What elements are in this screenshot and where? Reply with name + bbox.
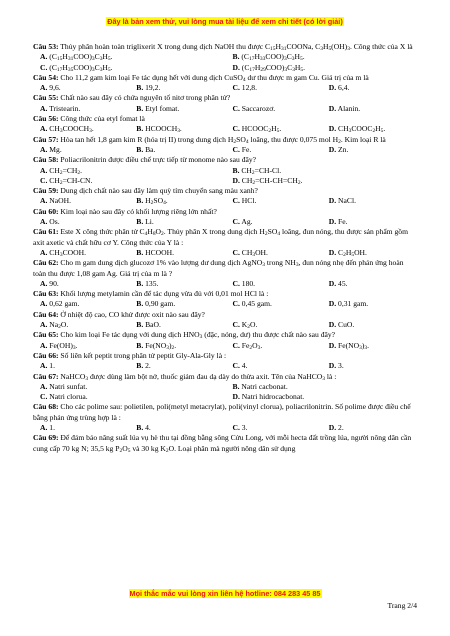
- question-stem: Cho 11,2 gam kim loại Fe tác dụng hết với dung dịch CuSO$_4$ dư thu được m gam Cu. Giá trị của m là: [58, 72, 369, 83]
- answer-options: [33, 320, 418, 330]
- question-label: Câu 65:: [33, 330, 59, 340]
- option-letter: B.: [136, 320, 144, 330]
- question-block: [33, 114, 418, 135]
- answer-option: [322, 361, 418, 371]
- option-letter: C.: [232, 103, 240, 113]
- answer-option: [226, 145, 322, 155]
- option-text: Ba.: [143, 144, 156, 154]
- answer-options: [33, 382, 418, 403]
- question-label: Câu 66:: [33, 350, 59, 360]
- option-letter: C.: [232, 196, 240, 206]
- question-text: [33, 402, 418, 423]
- option-letter: A.: [40, 422, 48, 432]
- option-letter: C.: [232, 299, 240, 309]
- question-stem: Hòa tan hết 1,8 gam kim R (hóa trị II) trong dung dịch $H_2SO_4$ loãng, thu được 0,075 mol $H_2$. Kim loại R là: [58, 134, 386, 145]
- option-letter: A.: [40, 217, 48, 227]
- answer-option: [226, 196, 322, 206]
- option-letter: C.: [232, 144, 240, 154]
- answer-option: [33, 166, 226, 176]
- option-text: $(C_{17}H_{29}COO)_3C_3H_5$.: [239, 62, 306, 73]
- option-letter: D.: [328, 361, 337, 371]
- option-letter: B.: [136, 124, 144, 134]
- question-stem: Dung dịch chất nào sau đây làm quỳ tím chuyển sang màu xanh?: [58, 186, 258, 196]
- option-text: $CH_3OH$.: [239, 247, 268, 258]
- option-letter: D.: [328, 217, 337, 227]
- option-letter: D.: [328, 278, 337, 288]
- option-letter: C.: [232, 422, 240, 432]
- answer-option: [33, 341, 129, 351]
- hotline-text: Mọi thắc mắc vui lòng xin liên hệ hotline: 084 283 45 85: [129, 589, 321, 598]
- option-text: Fe.: [336, 217, 348, 227]
- option-letter: D.: [328, 422, 337, 432]
- option-letter: B.: [136, 144, 144, 154]
- answer-options: [33, 124, 418, 134]
- option-text: $HCOOCH_3$.: [143, 124, 182, 135]
- option-letter: D.: [328, 299, 337, 309]
- answer-option: [226, 299, 322, 309]
- option-text: Ag.: [239, 217, 253, 227]
- option-letter: B.: [232, 381, 240, 391]
- question-label: Câu 57:: [33, 134, 59, 144]
- question-stem: Cho các polime sau: polietilen, poli(metyl metacrylat), poli(vinyl clorua), poliacrilonitrin. Số polime được điều chế bằng phản ứng trùng hợp là :: [33, 402, 411, 422]
- question-text: [33, 93, 418, 103]
- answer-option: [129, 423, 225, 433]
- question-block: [33, 330, 418, 351]
- question-stem: Poliacrilonitrin được điều chế trực tiếp từ monome nào sau đây?: [58, 155, 257, 165]
- option-text: 90.: [47, 278, 59, 288]
- answer-options: [33, 217, 418, 227]
- answer-option: [33, 248, 129, 258]
- option-text: CuO.: [336, 320, 355, 330]
- option-letter: A.: [40, 340, 48, 350]
- option-letter: D.: [328, 144, 337, 154]
- option-letter: C.: [232, 83, 240, 93]
- option-text: 9,6.: [47, 83, 61, 93]
- answer-option: [322, 145, 418, 155]
- question-text: [33, 258, 418, 279]
- option-text: $Na_2O$.: [47, 320, 69, 331]
- option-text: $Fe_2O_3$.: [239, 340, 263, 351]
- question-text: [33, 207, 418, 217]
- option-letter: D.: [328, 103, 337, 113]
- question-stem: NaHCO$_3$ được dùng làm bột nở, thuốc giảm đau dạ dày do thừa axit. Tên của NaHCO$_3$ là :: [58, 371, 337, 382]
- option-text: 19,2.: [143, 83, 161, 93]
- question-block: [33, 93, 418, 114]
- option-text: 180.: [239, 278, 256, 288]
- question-label: Câu 69:: [33, 433, 59, 443]
- option-text: $K_2O$.: [239, 320, 258, 331]
- question-label: Câu 59:: [33, 186, 59, 196]
- option-letter: B.: [136, 217, 144, 227]
- answer-option: [129, 299, 225, 309]
- question-block: [33, 135, 418, 156]
- option-letter: C.: [232, 340, 240, 350]
- option-letter: A.: [40, 361, 48, 371]
- question-label: Câu 61:: [33, 227, 59, 237]
- option-letter: D.: [328, 247, 337, 257]
- question-block: [33, 186, 418, 207]
- question-text: [33, 155, 418, 165]
- option-text: $HCOOC_2H_5$.: [239, 124, 282, 135]
- answer-option: [33, 392, 226, 402]
- question-block: [33, 372, 418, 403]
- question-label: Câu 67:: [33, 371, 59, 381]
- answer-option: [226, 382, 419, 392]
- option-text: BaO.: [143, 320, 161, 330]
- question-block: [33, 402, 418, 433]
- answer-option: [33, 423, 129, 433]
- answer-option: [322, 83, 418, 93]
- answer-option: [226, 63, 419, 73]
- answer-option: [322, 124, 418, 134]
- question-label: Câu 55:: [33, 93, 59, 103]
- question-label: Câu 63:: [33, 289, 59, 299]
- option-text: Li.: [143, 217, 154, 227]
- option-letter: D.: [232, 62, 240, 72]
- question-text: [33, 42, 418, 52]
- question-stem: Công thức của etyl fomat là: [58, 114, 145, 124]
- option-text: $(C_{17}H_{35}COO)_3C_3H_5$.: [47, 62, 113, 73]
- answer-option: [33, 124, 129, 134]
- question-text: [33, 186, 418, 196]
- option-letter: D.: [328, 340, 337, 350]
- option-text: $H_2SO_4$.: [143, 196, 168, 207]
- question-stem: Thủy phân hoàn toàn triglixerit X trong dung dịch NaOH thu được $C_{15}H_{31}COONa$, $C_3H_5(OH)_3$. Công thức của X là: [58, 42, 413, 52]
- question-text: [33, 73, 418, 83]
- option-text: 2.: [336, 422, 344, 432]
- answer-option: [33, 320, 129, 330]
- question-text: [33, 227, 418, 248]
- answer-option: [33, 361, 129, 371]
- option-text: 0,45 gam.: [239, 299, 272, 309]
- answer-options: [33, 248, 418, 258]
- option-letter: A.: [40, 247, 48, 257]
- question-block: [33, 227, 418, 258]
- question-block: [33, 351, 418, 372]
- option-text: Tristearin.: [47, 103, 81, 113]
- option-text: 12,8.: [239, 83, 257, 93]
- answer-option: [322, 320, 418, 330]
- option-letter: D.: [232, 392, 240, 402]
- option-letter: A.: [40, 196, 48, 206]
- question-stem: Để đảm bảo năng suất lúa vụ hè thu tại đồng bằng sông Cửu Long, với mỗi hecta đất trồng lúa, người nông dân cần cung cấp 70 kg N; 35,5 kg $P_2O_5$ và 30 kg $K_2O$. Loại phân mà người nông dân sử dụng: [33, 433, 412, 454]
- option-letter: C.: [232, 361, 240, 371]
- answer-options: [33, 423, 418, 433]
- option-text: Os.: [47, 217, 60, 227]
- answer-option: [33, 299, 129, 309]
- answer-option: [322, 423, 418, 433]
- answer-option: [129, 104, 225, 114]
- option-text: Fe.: [239, 144, 252, 154]
- answer-options: [33, 52, 418, 73]
- option-text: Mg.: [47, 144, 62, 154]
- answer-options: [33, 279, 418, 289]
- question-stem: Số liên kết peptit trong phân tử peptit Gly-Ala-Gly là :: [58, 350, 227, 360]
- option-text: Saccarozơ.: [239, 103, 276, 113]
- question-label: Câu 54:: [33, 72, 59, 82]
- answer-option: [33, 52, 226, 62]
- question-stem: Khối lượng metylamin cần để tác dụng vừa đủ với 0,01 mol HCl là :: [58, 289, 269, 299]
- option-text: 2.: [143, 361, 151, 371]
- question-list: [33, 42, 418, 454]
- answer-option: [129, 83, 225, 93]
- option-letter: A.: [40, 52, 48, 62]
- answer-option: [226, 52, 419, 62]
- answer-options: [33, 104, 418, 114]
- answer-option: [33, 104, 129, 114]
- option-letter: C.: [40, 62, 48, 72]
- answer-option: [129, 124, 225, 134]
- answer-option: [226, 248, 322, 258]
- option-text: 3.: [336, 361, 344, 371]
- answer-option: [129, 320, 225, 330]
- option-text: $CH_2=CH-CH=CH_2$.: [239, 175, 303, 186]
- question-label: Câu 58:: [33, 155, 59, 165]
- option-letter: D.: [328, 124, 337, 134]
- option-letter: C.: [232, 278, 240, 288]
- answer-option: [226, 423, 322, 433]
- answer-option: [226, 176, 419, 186]
- question-text: [33, 433, 418, 454]
- option-text: Alanin.: [336, 103, 361, 113]
- answer-option: [33, 145, 129, 155]
- question-text: [33, 372, 418, 382]
- answer-options: [33, 361, 418, 371]
- answer-option: [226, 392, 419, 402]
- answer-options: [33, 299, 418, 309]
- option-letter: B.: [136, 247, 144, 257]
- answer-option: [33, 196, 129, 206]
- answer-options: [33, 166, 418, 187]
- option-letter: B.: [136, 361, 144, 371]
- option-text: $Fe(OH)_3$.: [47, 340, 78, 351]
- option-letter: C.: [232, 217, 240, 227]
- question-block: [33, 42, 418, 73]
- option-text: Natri hidrocacbonat.: [239, 392, 305, 402]
- option-text: 1.: [47, 361, 55, 371]
- answer-option: [322, 248, 418, 258]
- option-letter: A.: [40, 381, 48, 391]
- option-text: 1.: [47, 422, 55, 432]
- question-block: [33, 258, 418, 289]
- option-letter: C.: [232, 124, 240, 134]
- option-letter: C.: [232, 320, 240, 330]
- option-text: $(C_{15}H_{31}COO)_3C_3H_5$.: [47, 52, 113, 63]
- answer-option: [226, 320, 322, 330]
- hotline-banner: [0, 589, 450, 598]
- answer-option: [226, 361, 322, 371]
- option-text: 135.: [143, 278, 159, 288]
- option-text: Natri cacbonat.: [239, 381, 288, 391]
- question-label: Câu 60:: [33, 206, 59, 216]
- answer-option: [226, 341, 322, 351]
- option-letter: B.: [136, 340, 144, 350]
- option-text: 0,31 gam.: [336, 299, 369, 309]
- option-text: 4.: [143, 422, 151, 432]
- option-letter: A.: [40, 165, 48, 175]
- option-letter: A.: [40, 278, 48, 288]
- option-text: HCOOH.: [143, 247, 175, 257]
- option-letter: C.: [232, 247, 240, 257]
- question-stem: Cho kim loại Fe tác dụng với dung dịch $HNO_3$ (đặc, nóng, dư) thu được chất nào sau đây?: [58, 330, 336, 341]
- option-letter: A.: [40, 103, 48, 113]
- answer-options: [33, 83, 418, 93]
- answer-option: [226, 124, 322, 134]
- question-block: [33, 433, 418, 454]
- option-text: 45.: [336, 278, 348, 288]
- option-letter: D.: [328, 83, 337, 93]
- option-text: $Fe(NO_3)_3$.: [336, 340, 370, 351]
- option-letter: A.: [40, 320, 48, 330]
- question-text: [33, 351, 418, 361]
- question-label: Câu 53:: [33, 42, 59, 51]
- answer-option: [226, 279, 322, 289]
- option-letter: A.: [40, 299, 48, 309]
- option-letter: B.: [136, 196, 144, 206]
- answer-option: [129, 217, 225, 227]
- answer-option: [226, 166, 419, 176]
- answer-option: [322, 279, 418, 289]
- question-label: Câu 68:: [33, 402, 59, 412]
- option-text: NaCl.: [336, 196, 356, 206]
- option-letter: D.: [232, 175, 240, 185]
- answer-option: [33, 279, 129, 289]
- question-text: [33, 330, 418, 340]
- question-text: [33, 310, 418, 320]
- question-text: [33, 114, 418, 124]
- question-stem: Chất nào sau đây có chứa nguyên tố nitơ trong phân tử?: [58, 93, 231, 103]
- answer-option: [129, 279, 225, 289]
- option-letter: B.: [136, 422, 144, 432]
- option-text: Zn.: [336, 144, 349, 154]
- question-stem: Cho m gam dung dịch glucozơ 1% vào lượng dư dung dịch AgNO$_3$ trong $NH_3$, đun nóng nhẹ đến phản ứng hoàn toàn thu được 1,08 gam Ag. Giá trị của m là ?: [33, 258, 404, 278]
- question-text: [33, 289, 418, 299]
- answer-option: [129, 196, 225, 206]
- option-text: $Fe(NO_3)_2$.: [143, 340, 177, 351]
- answer-options: [33, 145, 418, 155]
- question-stem: Este X công thức phân tử $C_4H_8O_2$. Thủy phân X trong dung dịch $H_2SO_4$ loãng, đun nóng, thu được sản phẩm gồm axit axetic và chất hữu cơ Y. Công thức của Y là :: [33, 227, 408, 247]
- answer-options: [33, 196, 418, 206]
- preview-notice-banner: [0, 17, 450, 26]
- option-text: $CH_2=CH_2$.: [47, 165, 83, 176]
- answer-option: [129, 361, 225, 371]
- answer-option: [226, 104, 322, 114]
- option-letter: B.: [136, 83, 144, 93]
- option-letter: C.: [40, 392, 48, 402]
- option-letter: C.: [40, 175, 48, 185]
- option-text: $CH_3COOH$.: [47, 247, 86, 258]
- question-block: [33, 73, 418, 94]
- question-block: [33, 155, 418, 186]
- answer-option: [33, 217, 129, 227]
- answer-option: [322, 217, 418, 227]
- option-text: 0,90 gam.: [143, 299, 176, 309]
- answer-option: [322, 196, 418, 206]
- option-text: 0,62 gam.: [47, 299, 80, 309]
- option-text: Natri clorua.: [47, 392, 88, 402]
- option-letter: A.: [40, 124, 48, 134]
- option-text: 6,4.: [336, 83, 350, 93]
- question-label: Câu 64:: [33, 309, 59, 319]
- question-label: Câu 56:: [33, 114, 59, 124]
- option-letter: B.: [136, 103, 144, 113]
- option-letter: D.: [328, 196, 337, 206]
- answer-option: [33, 83, 129, 93]
- option-text: $CH_2=CH-CN$.: [47, 175, 93, 186]
- answer-option: [129, 145, 225, 155]
- answer-option: [129, 341, 225, 351]
- answer-option: [322, 299, 418, 309]
- option-text: 3.: [239, 422, 248, 432]
- question-text: [33, 135, 418, 145]
- option-text: $CH_3COOC_2H_5$.: [336, 124, 386, 135]
- option-letter: A.: [40, 144, 48, 154]
- option-letter: B.: [136, 299, 144, 309]
- option-letter: B.: [136, 278, 144, 288]
- question-label: Câu 62:: [33, 258, 59, 268]
- page-number: Trang 2/4: [387, 601, 417, 610]
- question-block: [33, 310, 418, 331]
- option-letter: B.: [232, 165, 240, 175]
- answer-option: [33, 176, 226, 186]
- option-text: $CH_3COOCH_3$.: [47, 124, 94, 135]
- answer-option: [33, 63, 226, 73]
- option-text: NaOH.: [47, 196, 72, 206]
- answer-option: [33, 382, 226, 392]
- answer-option: [226, 217, 322, 227]
- option-text: Natri sunfat.: [47, 381, 88, 391]
- preview-notice-text: Đây là bản xem thử, vui lòng mua tài liệu để xem chi tiết (có lời giải): [107, 17, 343, 26]
- option-text: Etyl fomat.: [143, 103, 180, 113]
- option-letter: A.: [40, 83, 48, 93]
- answer-option: [226, 83, 322, 93]
- answer-option: [322, 104, 418, 114]
- answer-option: [322, 341, 418, 351]
- option-letter: B.: [232, 52, 240, 62]
- question-block: [33, 207, 418, 228]
- question-stem: Ở nhiệt độ cao, CO khử được oxit nào sau đây?: [58, 309, 205, 319]
- answer-option: [129, 248, 225, 258]
- option-text: HCl.: [239, 196, 257, 206]
- question-block: [33, 289, 418, 310]
- option-letter: D.: [328, 320, 337, 330]
- question-stem: Kim loại nào sau đây có khối lượng riêng lớn nhất?: [58, 206, 217, 216]
- answer-options: [33, 341, 418, 351]
- option-text: $C_2H_5OH$.: [336, 247, 367, 258]
- option-text: 4.: [239, 361, 248, 371]
- option-text: $CH_2=CH-Cl$.: [239, 165, 282, 176]
- option-text: $(C_{17}H_{33}COO)_3C_3H_5$.: [239, 52, 305, 63]
